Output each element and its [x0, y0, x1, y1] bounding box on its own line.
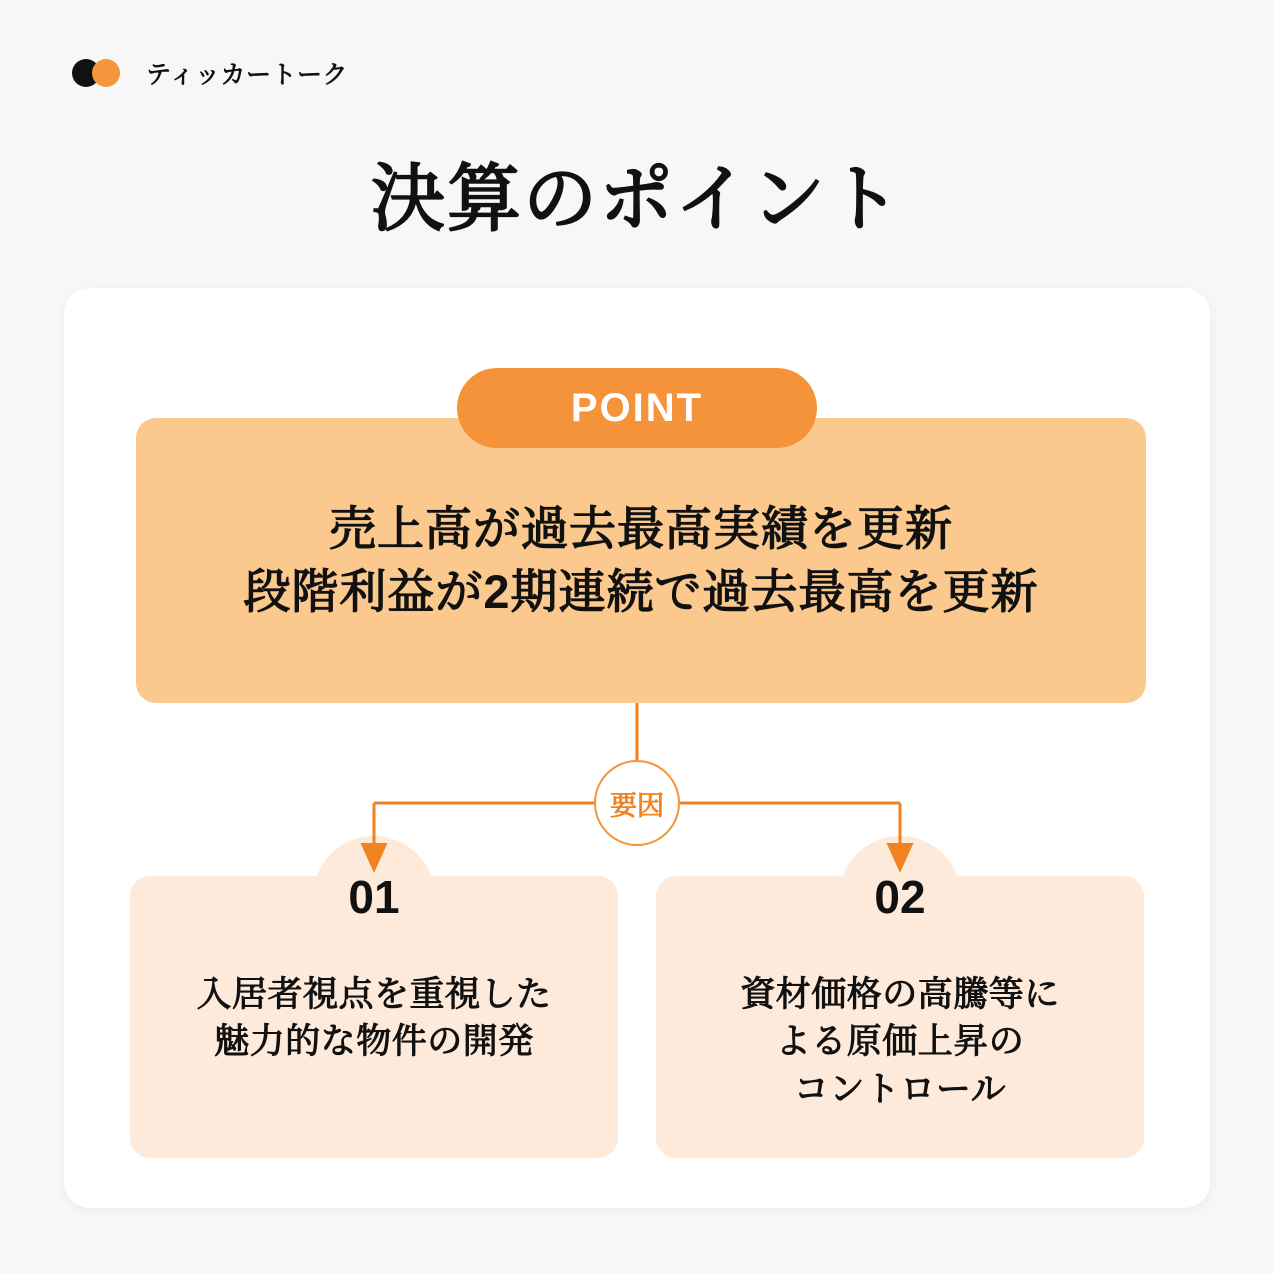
brand-logo	[72, 55, 348, 91]
content-card	[64, 288, 1210, 1208]
connector-diagram	[64, 703, 1210, 883]
factor-text-02-line-2: よる原価上昇の	[775, 1022, 1025, 1062]
point-line-2: 段階利益が2期連続で過去最高を更新	[243, 564, 1039, 618]
factor-card-02	[656, 871, 1144, 1158]
factor-text-01	[130, 971, 618, 1066]
point-badge: POINT	[457, 368, 817, 448]
factor-text-02	[656, 971, 1144, 1113]
point-line-1: 売上高が過去最高実績を更新	[329, 502, 953, 556]
two-dots-logo-icon	[72, 59, 132, 87]
factor-text-02-line-3: コントロール	[793, 1069, 1007, 1109]
factor-badge: 要因	[594, 760, 680, 846]
brand-name: ティッカートーク	[146, 61, 349, 89]
factor-text-01-line-1: 入居者視点を重視した	[196, 975, 552, 1014]
factor-text-01-line-2: 魅力的な物件の開発	[214, 1022, 534, 1062]
factor-card-01	[130, 871, 618, 1158]
point-highlight-box	[136, 418, 1146, 703]
factor-number-02: 02	[839, 836, 961, 958]
factor-text-02-line-1: 資材価格の高騰等に	[740, 975, 1060, 1014]
factor-number-01: 01	[313, 836, 435, 958]
page-title: 決算のポイント	[371, 157, 903, 240]
